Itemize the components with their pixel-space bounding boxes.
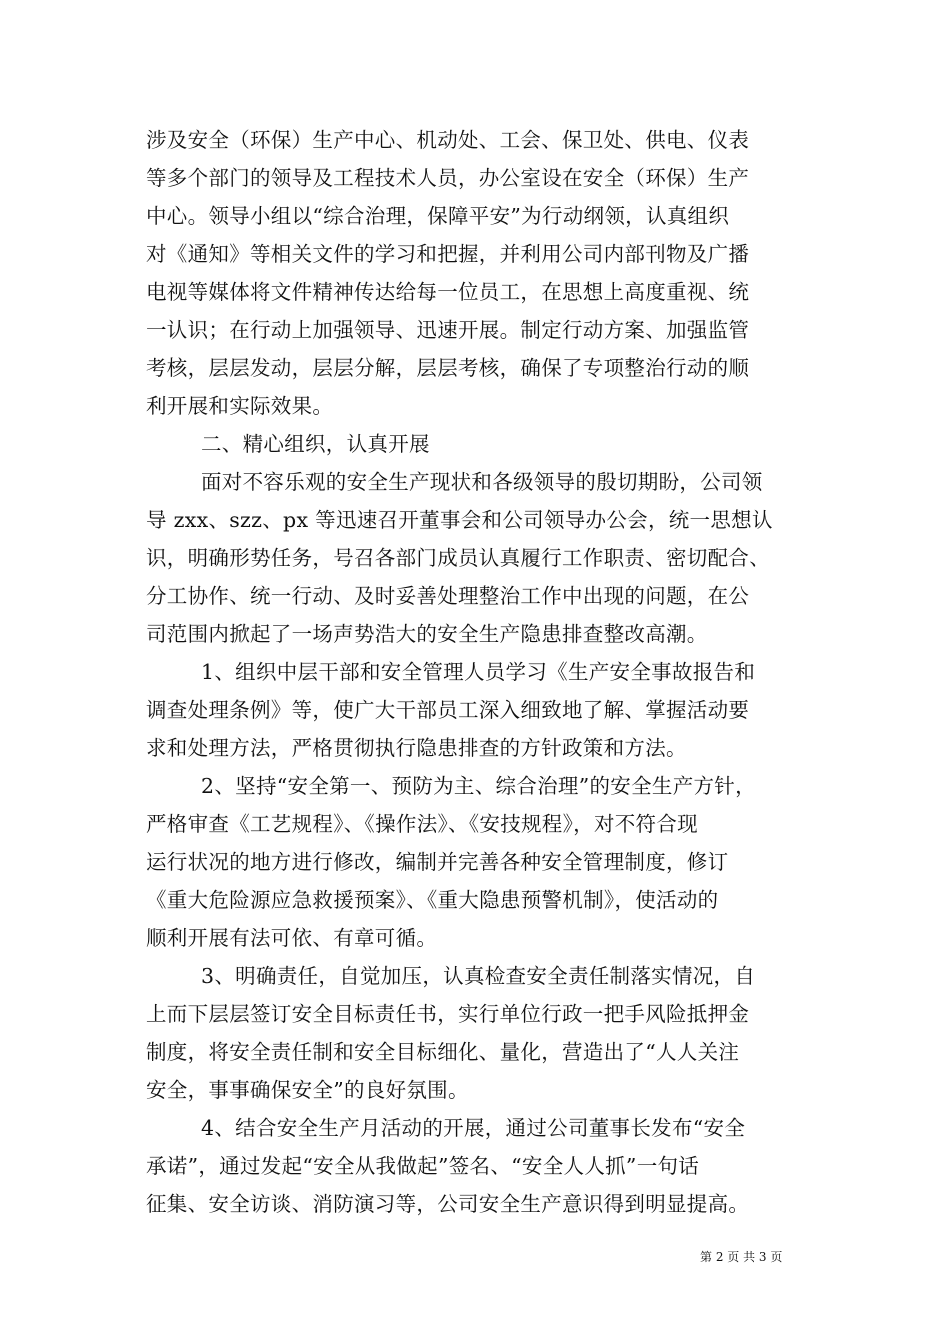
text-line: 2、坚持“安全第一、预防为主、综合治理”的安全生产方针， — [201, 774, 756, 798]
text-line: 调查处理条例》等，使广大干部员工深入细致地了解、掌握活动要 — [146, 698, 750, 722]
text-line: 考核，层层发动，层层分解，层层考核，确保了专项整治行动的顺 — [146, 356, 750, 380]
text-line: 求和处理方法，严格贯彻执行隐患排查的方针政策和方法。 — [146, 736, 687, 760]
page-number: 第 2 页 共 3 页 — [700, 1250, 783, 1264]
text-line: 承诺”，通过发起“安全从我做起”签名、“安全人人抓”一句话 — [146, 1154, 700, 1178]
text-line: 司范围内掀起了一场声势浩大的安全生产隐患排查整改高潮。 — [146, 622, 708, 646]
text-line: 制度，将安全责任制和安全目标细化、量化，营造出了“人人关注 — [146, 1040, 740, 1064]
document-body — [146, 121, 814, 1223]
text-line: 识，明确形势任务，号召各部门成员认真履行工作职责、密切配合、 — [146, 546, 770, 570]
section-heading: 二、精心组织，认真开展 — [201, 432, 430, 456]
text-line: 一认识；在行动上加强领导、迅速开展。制定行动方案、加强监管 — [146, 318, 750, 342]
text-line: 中心。领导小组以“综合治理，保障平安”为行动纲领，认真组织 — [146, 204, 730, 228]
text-line: 上而下层层签订安全目标责任书，实行单位行政一把手风险抵押金 — [146, 1002, 750, 1026]
text-line: 对《通知》等相关文件的学习和把握，并利用公司内部刊物及广播 — [146, 242, 750, 266]
text-line: 导 zxx、szz、px 等迅速召开董事会和公司领导办公会，统一思想认 — [146, 508, 773, 532]
text-line: 顺利开展有法可依、有章可循。 — [146, 926, 438, 950]
text-line: 利开展和实际效果。 — [146, 394, 334, 418]
text-line: 3、明确责任，自觉加压，认真检查安全责任制落实情况，自 — [201, 964, 756, 988]
text-line: 分工协作、统一行动、及时妥善处理整治工作中出现的问题，在公 — [146, 584, 750, 608]
text-line: 《重大危险源应急救援预案》、《重大隐患预警机制》，使活动的 — [146, 888, 719, 912]
text-line: 运行状况的地方进行修改，编制并完善各种安全管理制度，修订 — [146, 850, 729, 874]
text-line: 征集、安全访谈、消防演习等，公司安全生产意识得到明显提高。 — [146, 1192, 750, 1216]
text-line: 电视等媒体将文件精神传达给每一位员工，在思想上高度重视、统 — [146, 280, 750, 304]
text-line: 等多个部门的领导及工程技术人员，办公室设在安全（环保）生产 — [146, 166, 750, 190]
text-line: 严格审查《工艺规程》、《操作法》、《安技规程》，对不符合现 — [146, 812, 698, 836]
text-line: 涉及安全（环保）生产中心、机动处、工会、保卫处、供电、仪表 — [146, 128, 750, 152]
text-line: 面对不容乐观的安全生产现状和各级领导的殷切期盼，公司领 — [201, 470, 763, 494]
text-line: 4、结合安全生产月活动的开展，通过公司董事长发布“安全 — [201, 1116, 746, 1140]
text-line: 1、组织中层干部和安全管理人员学习《生产安全事故报告和 — [201, 660, 756, 684]
text-line: 安全，事事确保安全”的良好氛围。 — [146, 1078, 469, 1102]
